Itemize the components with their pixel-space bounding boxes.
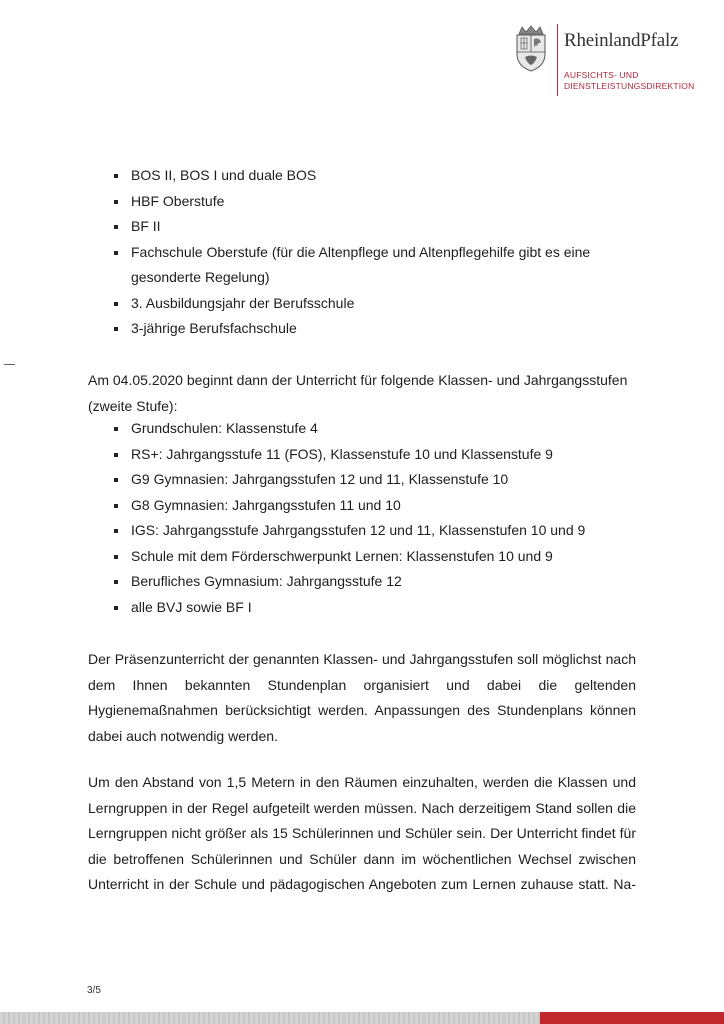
agency-name [564, 70, 694, 92]
header-logo [513, 24, 713, 100]
paragraph-text: Am 04.05.2020 beginnt dann der Unterricht für folgende Klassen- und Jahrgangsstufen (zweite Stufe): [88, 372, 628, 414]
list-item: 3-jährige Berufsfachschule [107, 316, 637, 342]
coat-of-arms-icon [513, 24, 549, 72]
paragraph-text: Um den Abstand von 1,5 Metern in den Räumen einzuhalten, werden die Klassen und Lerngruppen in der Regel aufgeteilt werden müssen. Nach derzeitigem Stand sollen die Lerngruppen nicht größer als 15 Schülerinnen und Schüler sein. Der Unterricht findet für die betroffenen Schülerinnen und Schüler dann im wöchentlichen Wechsel zwischen Unterricht in der Schule und pädagogischen Angeboten zum Lernen zuhause statt. Na- [88, 774, 636, 892]
list-item: Grundschulen: Klassenstufe 4 [107, 416, 637, 442]
paragraph-second-stage-intro [88, 368, 636, 419]
footer-brand-bar [540, 1012, 724, 1024]
school-types-list-stage-1 [107, 163, 637, 342]
page-number: 3/5 [87, 985, 101, 996]
fold-mark [4, 364, 15, 365]
list-item: Schule mit dem Förderschwerpunkt Lernen: Klassenstufen 10 und 9 [107, 544, 637, 570]
list-item: Fachschule Oberstufe (für die Altenpflege und Altenpflegehilfe gibt es eine gesonderte Regelung) [107, 240, 637, 291]
list-item: HBF Oberstufe [107, 189, 637, 215]
list-item: 3. Ausbildungsjahr der Berufsschule [107, 291, 637, 317]
list-item: RS+: Jahrgangsstufe 11 (FOS), Klassenstufe 10 und Klassenstufe 9 [107, 442, 637, 468]
school-types-list-stage-2 [107, 416, 637, 620]
brand-name: RheinlandPfalz [564, 30, 679, 51]
list-item: BOS II, BOS I und duale BOS [107, 163, 637, 189]
list-item: G8 Gymnasien: Jahrgangsstufen 11 und 10 [107, 493, 637, 519]
agency-line-1: AUFSICHTS- UND [564, 70, 639, 80]
paragraph-text: Der Präsenzunterricht der genannten Klassen- und Jahrgangsstufen soll möglichst nach dem Ihnen bekannten Stundenplan organisiert und dabei die geltenden Hygienemaßnahmen berücksichtigt werden. Anpassungen des Stundenplans können dabei auch notwendig werden. [88, 651, 636, 744]
list-item: alle BVJ sowie BF I [107, 595, 637, 621]
paragraph-distancing [88, 770, 636, 898]
logo-divider [557, 24, 558, 96]
paragraph-timetable [88, 647, 636, 749]
list-item: G9 Gymnasien: Jahrgangsstufen 12 und 11, Klassenstufe 10 [107, 467, 637, 493]
list-item: BF II [107, 214, 637, 240]
list-item: Berufliches Gymnasium: Jahrgangsstufe 12 [107, 569, 637, 595]
agency-line-2: DIENSTLEISTUNGSDIREKTION [564, 81, 695, 91]
list-item: IGS: Jahrgangsstufe Jahrgangsstufen 12 und 11, Klassenstufen 10 und 9 [107, 518, 637, 544]
